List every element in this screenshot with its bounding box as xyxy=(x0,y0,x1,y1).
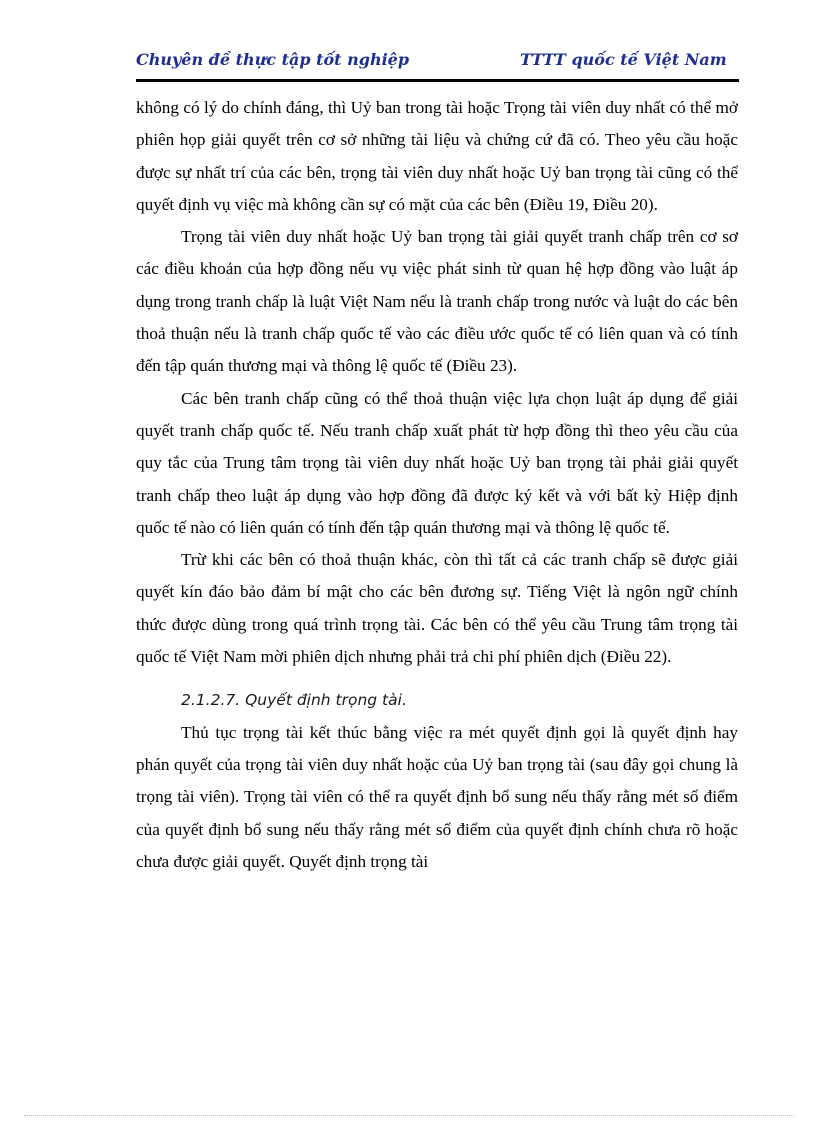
header-divider xyxy=(136,79,739,82)
page-bottom-border xyxy=(24,1115,794,1116)
running-header xyxy=(136,48,738,74)
document-body xyxy=(136,92,738,878)
paragraph: Các bên tranh chấp cũng có thể thoả thuận việc lựa chọn luật áp dụng để giải quyết tranh chấp quốc tế. Nếu tranh chấp xuất phát từ hợp đồng thì theo yêu cầu của quy tắc của Trung tâm trọng tài viên duy nhất hoặc Uỷ ban trọng tài phải giải quyết tranh chấp theo luật áp dụng vào hợp đồng đã được ký kết và với bất kỳ Hiệp định quốc tế nào có liên quán có tính đến tập quán thương mại và thông lệ quốc tế. xyxy=(136,388,738,537)
section-heading: 2.1.2.7. Quyết định trọng tài. xyxy=(181,691,407,710)
header-document-title: Chuyên đề thực tập tốt nghiệp xyxy=(136,50,410,69)
paragraph: Thủ tục trọng tài kết thúc bằng việc ra mét quyết định gọi là quyết định hay phán quyết của trọng tài viên duy nhất hoặc của Uỷ ban trọng tài (sau đây gọi chung là trọng tài viên). Trọng tài viên có thể ra quyết định bổ sung nếu thấy rằng mét số điểm của quyết định bổ sung nếu thấy rằng mét số điểm của quyết định chính chưa rõ hoặc chưa được giải quyết. Quyết định trọng tài xyxy=(136,722,738,871)
paragraph: Trọng tài viên duy nhất hoặc Uỷ ban trọng tài giải quyết tranh chấp trên cơ sơ các điều khoản của hợp đồng nếu vụ việc phát sinh từ quan hệ hợp đồng vào luật áp dụng trong tranh chấp là luật Việt Nam nếu là tranh chấp trong nước và luật do các bên thoả thuận nếu là tranh chấp quốc tế vào các điều ước quốc tế có liên quan và có tính đến tập quán thương mại và thông lệ quốc tế (Điều 23). xyxy=(136,227,738,376)
header-organization: TTTT quốc tế Việt Nam xyxy=(520,50,727,69)
paragraph: Trừ khi các bên có thoả thuận khác, còn thì tất cả các tranh chấp sẽ được giải quyết kín đáo bảo đảm bí mật cho các bên đương sự. Tiếng Việt là ngôn ngữ chính thức được dùng trong quá trình trọng tài. Các bên có thể yêu cầu Trung tâm trọng tài quốc tế Việt Nam mời phiên dịch nhưng phải trả chi phí phiên dịch (Điều 22). xyxy=(136,550,738,667)
paragraph-continued: không có lý do chính đáng, thì Uỷ ban trong tài hoặc Trọng tài viên duy nhất có thể mở phiên họp giải quyết trên cơ sở những tài liệu và chứng cứ đã có. Theo yêu cầu hoặc được sự nhất trí của các bên, trọng tài viên duy nhất hoặc Uỷ ban trọng tài cũng có thể quyết định vụ việc mà không cần sự có mặt của các bên (Điều 19, Điều 20). xyxy=(136,98,738,214)
